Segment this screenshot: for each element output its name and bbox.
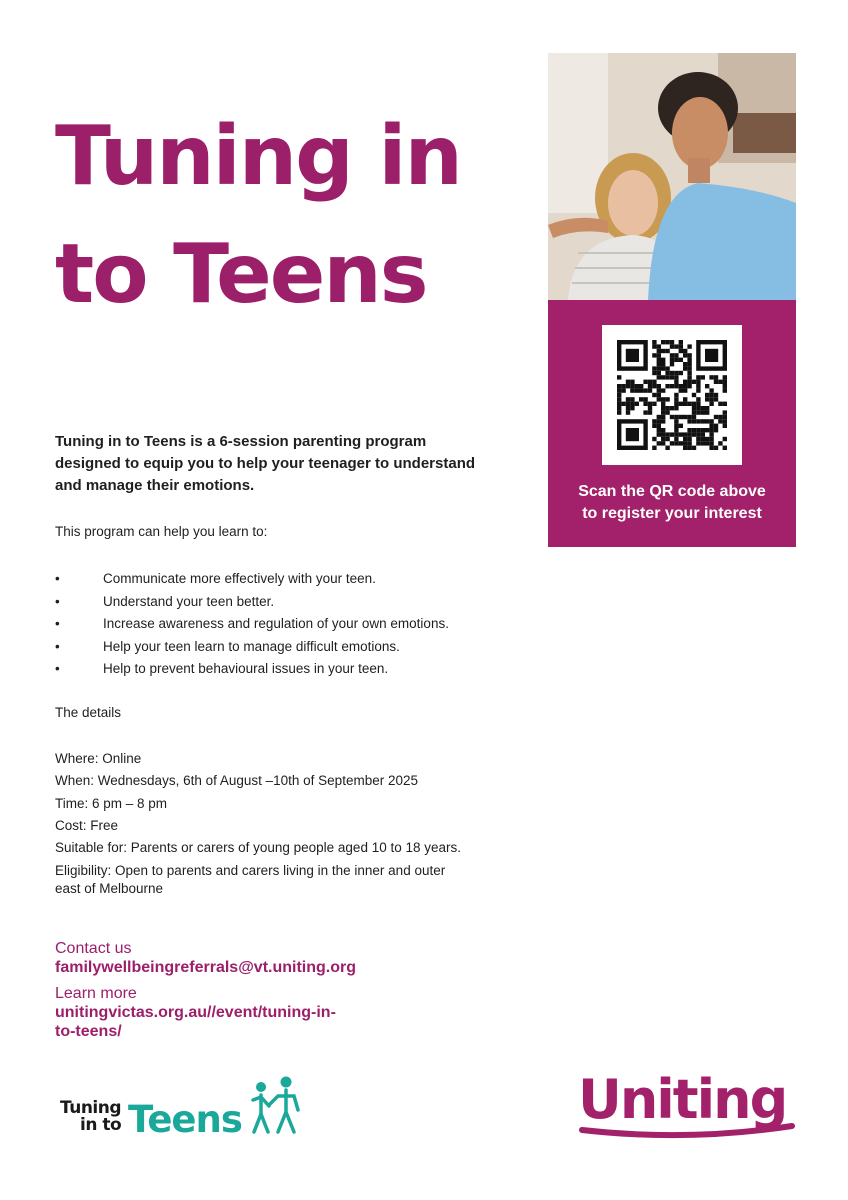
details-heading: The details (55, 705, 122, 720)
learn-more-link[interactable] (55, 1003, 435, 1041)
uniting-wordmark: Uniting (578, 1070, 787, 1131)
title-line-1: Tuning in (55, 109, 461, 204)
list-item-text: Understand your teen better. (103, 593, 275, 609)
list-item (55, 658, 449, 681)
bullet-icon: • (55, 593, 60, 609)
url-line-2: to-teens/ (55, 1023, 122, 1040)
detail-eligibility (55, 862, 525, 898)
qr-caption (548, 481, 796, 525)
logo-word-tuning: Tuning (60, 1098, 122, 1118)
tuning-in-to-teens-logo-icon (58, 1076, 308, 1138)
registration-panel (548, 300, 796, 547)
logo-word-in-to: in to (80, 1115, 122, 1135)
bullet-icon: • (55, 616, 60, 631)
contact-email-link[interactable]: familywellbeingreferrals@vt.uniting.org (55, 959, 356, 976)
list-item-text: Communicate more effectively with your teen. (103, 571, 376, 586)
poster-title (55, 98, 461, 334)
list-item (55, 591, 449, 614)
detail-time: Time: 6 pm – 8 pm (55, 795, 168, 811)
program-intro: Tuning in to Teens is a 6-session parenting program designed to equip you to help your teenager to understand and manage their emotions. (55, 433, 476, 494)
detail-when: When: Wednesdays, 6th of August –10th of September 2025 (55, 773, 418, 789)
qr-code-icon (602, 325, 742, 465)
title-line-2: to Teens (55, 227, 427, 322)
logo-word-teens: Teens (128, 1098, 242, 1138)
figures-icon (253, 1077, 298, 1133)
bullet-icon: • (55, 571, 60, 586)
tuning-in-to-teens-logo (58, 1076, 308, 1138)
list-item-text: Help your teen learn to manage difficult emotions. (103, 638, 400, 654)
contact-section (55, 940, 435, 1041)
uniting-logo-icon (578, 1070, 800, 1146)
benefits-list (55, 568, 449, 681)
detail-cost: Cost: Free (55, 817, 119, 833)
qr-caption-line-2: to register your interest (582, 505, 762, 522)
detail-suitable: Suitable for: Parents or carers of young people aged 10 to 18 years. (55, 840, 462, 856)
list-item-text: Increase awareness and regulation of your own emotions. (103, 616, 449, 631)
list-item (55, 613, 449, 636)
list-item (55, 568, 449, 591)
parent-and-teen-photo (548, 53, 796, 300)
bullet-icon: • (55, 661, 60, 676)
benefits-lead: This program can help you learn to: (55, 524, 268, 539)
eligibility-line-2: east of Melbourne (55, 881, 164, 897)
uniting-logo (578, 1070, 800, 1146)
list-item (55, 636, 449, 659)
list-item-text: Help to prevent behavioural issues in your teen. (103, 661, 389, 676)
photo-illustration (548, 53, 796, 300)
event-details (55, 748, 525, 898)
bullet-icon: • (55, 638, 60, 654)
registration-qr-code[interactable] (602, 325, 742, 465)
detail-where: Where: Online (55, 751, 142, 766)
learn-more-label: Learn more (55, 985, 137, 1002)
qr-caption-line-1: Scan the QR code above (578, 483, 766, 500)
contact-label: Contact us (55, 940, 132, 957)
url-line-1: unitingvictas.org.au//event/tuning-in- (55, 1004, 336, 1021)
eligibility-line-1: Eligibility: Open to parents and carers living in the inner and outer (55, 863, 446, 879)
